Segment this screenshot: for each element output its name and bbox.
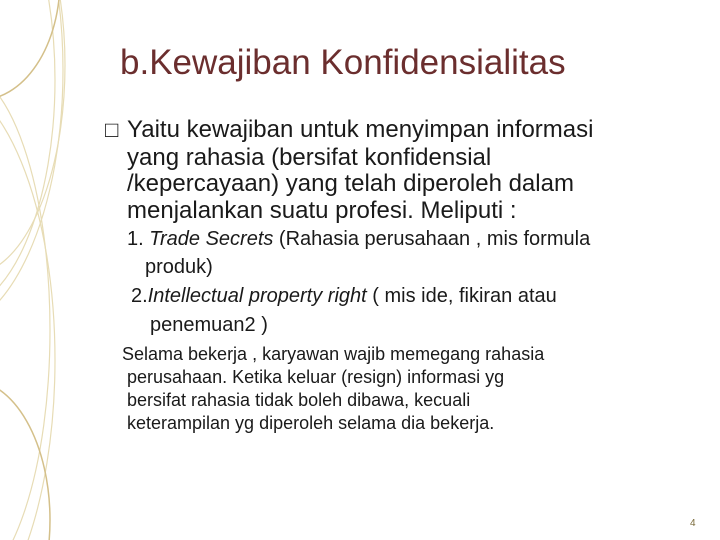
closing-line-2: perusahaan. Ketika keluar (resign) informasi yg [127, 367, 505, 387]
item1-number: 1. [127, 228, 150, 250]
ring-shape [0, 380, 50, 540]
item1-line [127, 229, 590, 250]
item1-cont: produk) [145, 256, 213, 278]
ring-shape [0, 80, 55, 540]
page-number: 4 [690, 518, 696, 529]
intro-line-2: yang rahasia (bersifat konfidensial [127, 144, 492, 171]
intro-line-1 [105, 117, 593, 142]
item1-rest: (Rahasia perusahaan , mis formula [273, 228, 591, 250]
item2-line [131, 286, 557, 307]
slide-title: b.Kewajiban Konfidensialitas [120, 43, 566, 82]
item2-cont: penemuan2 ) [150, 314, 268, 336]
closing-line-3: bersifat rahasia tidak boleh dibawa, kecuali [127, 390, 471, 410]
item2-rest: ( mis ide, fikiran atau [366, 285, 557, 307]
square-bullet-icon: □ [105, 117, 119, 142]
item2-number: 2. [131, 285, 148, 307]
closing-line-1: Selama bekerja , karyawan wajib memegang rahasia [122, 344, 545, 364]
item2-term: Intellectual property right [147, 285, 367, 307]
closing-line-4: keterampilan yg diperoleh selama dia bekerja. [127, 413, 495, 433]
intro-line-4: menjalankan suatu profesi. Meliputi : [127, 197, 517, 224]
item1-term: Trade Secrets [149, 228, 274, 250]
intro-text: Yaitu kewajiban untuk menyimpan informasi [127, 116, 594, 143]
intro-line-3: /kepercayaan) yang telah diperoleh dalam [127, 170, 574, 197]
ring-shape [0, 70, 50, 540]
decorative-rings [0, 0, 95, 540]
